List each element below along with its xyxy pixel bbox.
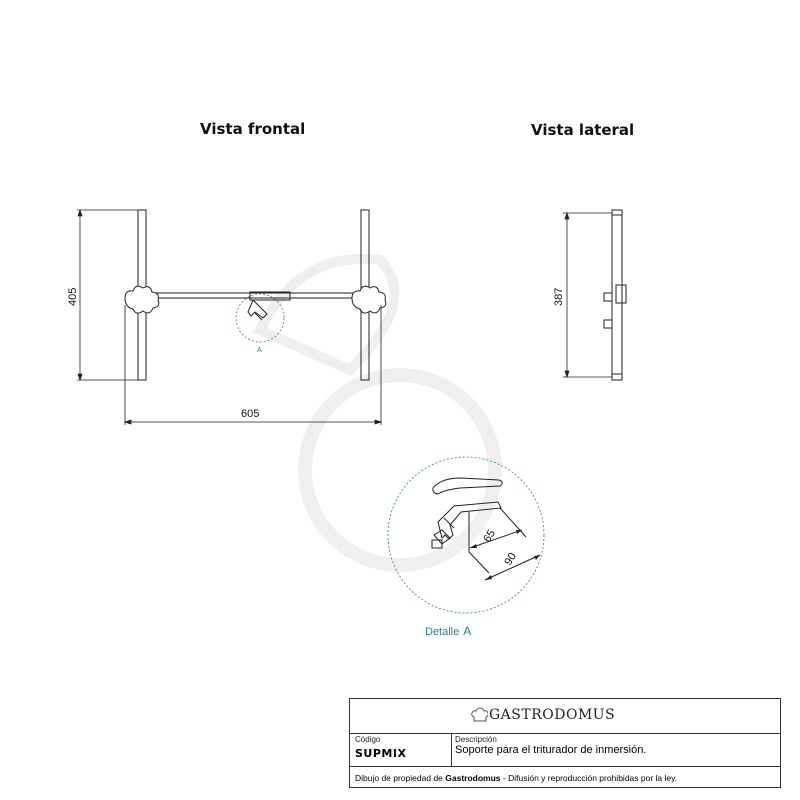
title-block-info-row [350,734,780,767]
left-knob [125,286,159,313]
side-height-value: 387 [553,287,565,306]
code-value: SUPMIX [355,747,407,760]
description-label: Descripción [455,735,497,744]
detail-prefix: Detalle [425,626,460,638]
chef-hat-icon [470,706,488,724]
ownership-notice [355,773,677,783]
detail-inner-value: 65 [481,527,499,545]
front-height-value: 405 [67,287,79,306]
footer-brand: Gastrodomus [445,773,501,783]
title-block [349,698,781,788]
footer-suffix: - Difusión y reproducción prohibidas por la ley. [502,773,678,783]
title-block-logo-row [350,699,780,734]
callout-letter: A [257,347,262,354]
detail-a-label [425,624,471,638]
front-view-title: Vista frontal [200,120,306,138]
brand-logo: GASTRODOMUS [489,707,616,723]
front-width-value: 605 [241,408,260,420]
side-height-dimension [563,213,612,377]
side-view [604,210,626,380]
code-label: Código [355,735,381,744]
description-value: Soporte para el triturador de inmersión. [455,744,647,756]
detail-letter: A [463,624,472,638]
footer-prefix: Dibujo de propiedad de [355,773,443,783]
side-view-title: Vista lateral [531,121,635,139]
front-view [125,210,386,380]
code-cell [350,734,452,766]
detail-outer-value: 90 [502,550,520,568]
